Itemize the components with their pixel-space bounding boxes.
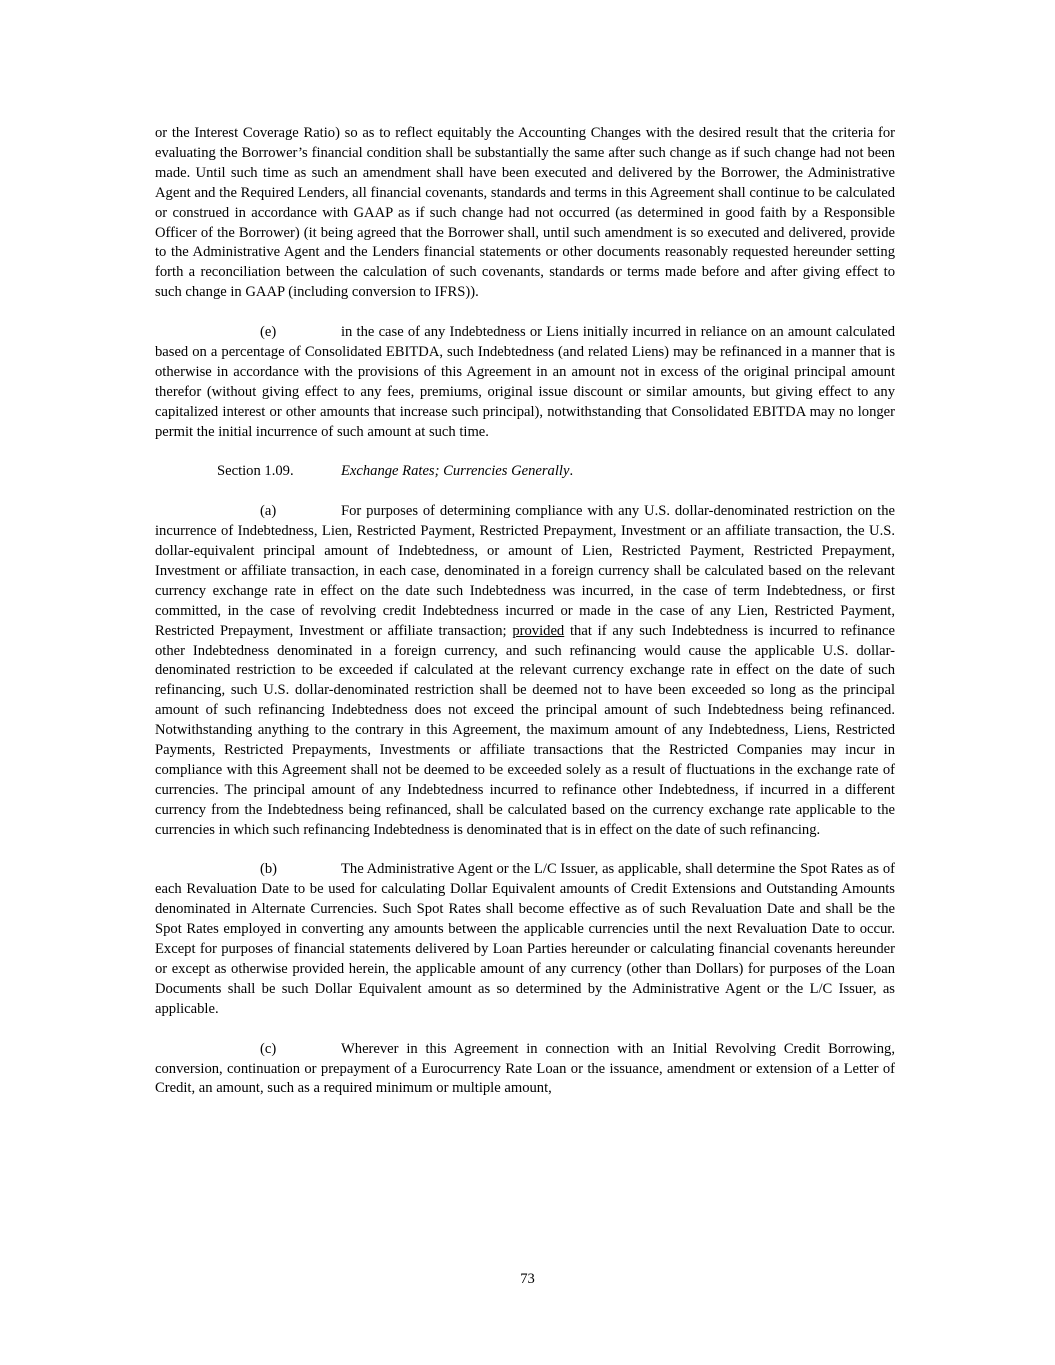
section-number: Section 1.09.	[217, 463, 294, 480]
paragraph-text-b: The Administrative Agent or the L/C Issuer, as applicable, shall determine the Spot Rates as of each Revaluation Date to be used for calculating Dollar Equivalent amounts of Credit Extensions and Outstanding Amounts denominated in Alternate Currencies. Such Spot Rates shall become effective as of such Revaluation Date and shall be the Spot Rates employed in converting any amounts between the applicable currencies until the next Revaluation Date to occur. Except for purposes of financial statements delivered by Loan Parties hereunder or calculating financial covenants hereunder or except as otherwise provided herein, the applicable amount of any currency (other than Dollars) for purposes of the Loan Documents shall be such Dollar Equivalent amount as so determined by the Administrative Agent or the L/C Issuer, as applicable.	[155, 861, 895, 1017]
paragraph-label-a: (a)	[260, 503, 277, 520]
section-title-period: .	[569, 463, 574, 480]
paragraph-label-b: (b)	[260, 861, 278, 878]
paragraph-text-a-after: that if any such Indebtedness is incurred to refinance other Indebtedness denominated in a foreign currency, and such refinancing would cause the applicable U.S. dollar-denominated restriction to be exceeded if calculated at the relevant currency exchange rate in effect on the date of such refinancing, such U.S. dollar-denominated restriction shall be deemed not to have been exceeded so long as the principal amount of such refinancing Indebtedness does not exceed the principal amount of such Indebtedness being refinanced. Notwithstanding anything to the contrary in this Agreement, the maximum amount of any Indebtedness, Liens, Restricted Payments, Restricted Prepayments, Investments or affiliate transactions that the Restricted Companies may incur in compliance with this Agreement shall not be deemed to be exceeded solely as a result of fluctuations in the exchange rate of currencies. The principal amount of any Indebtedness incurred to refinance other Indebtedness, if incurred in a different currency from the Indebtedness being refinanced, shall be calculated based on the currency exchange rate applicable to the currencies in which such refinancing Indebtedness is denominated that is in effect on the date of such refinancing.	[155, 622, 895, 838]
paragraph-label-c: (c)	[260, 1040, 277, 1057]
paragraph-c	[155, 1040, 895, 1100]
paragraph-text-a-before: For purposes of determining compliance with any U.S. dollar-denominated restriction on the incurrence of Indebtedness, Lien, Restricted Payment, Restricted Prepayment, Investment or an affiliate transaction, the U.S. dollar-equivalent principal amount of Indebtedness, or amount of Lien, Restricted Payment, Restricted Prepayment, Investment or affiliate transaction, in each case, denominated in a foreign currency shall be calculated based on the relevant currency exchange rate in effect on the date such Indebtedness was incurred, in the case of term Indebtedness, or first committed, in the case of revolving credit Indebtedness incurred or made in the case of any Lien, Restricted Payment, Restricted Prepayment, Investment or affiliate transaction;	[155, 503, 895, 639]
document-body	[155, 124, 895, 1119]
paragraph-a	[155, 502, 895, 840]
paragraph-text-c: Wherever in this Agreement in connection with an Initial Revolving Credit Borrowing, conversion, continuation or prepayment of a Eurocurrency Rate Loan or the issuance, amendment or extension of a Letter of Credit, an amount, such as a required minimum or multiple amount,	[155, 1040, 895, 1097]
section-title: Exchange Rates; Currencies Generally	[341, 463, 570, 480]
paragraph-e	[155, 323, 895, 442]
paragraph-text-e: in the case of any Indebtedness or Liens initially incurred in reliance on an amount calculated based on a percentage of Consolidated EBITDA, such Indebtedness (and related Liens) may be refinanced in a manner that is otherwise in accordance with the provisions of this Agreement in an amount not in excess of the original principal amount therefor (without giving effect to any fees, premiums, original issue discount or similar amounts, but giving effect to any capitalized interest or other amounts that increase such principal), notwithstanding that Consolidated EBITDA may no longer permit the initial incurrence of such amount at such time.	[155, 324, 895, 440]
provided-underlined-term: provided	[512, 622, 565, 639]
paragraph-label-e: (e)	[260, 324, 277, 341]
section-heading	[155, 462, 895, 482]
paragraph-continuation: or the Interest Coverage Ratio) so as to reflect equitably the Accounting Changes with the desired result that the criteria for evaluating the Borrower’s financial condition shall be substantially the same after such change as if such change had not been made. Until such time as such an amendment shall have been executed and delivered by the Borrower, the Administrative Agent and the Required Lenders, all financial covenants, standards and terms in this Agreement shall continue to be calculated or construed in accordance with GAAP as if such change had not occurred (as determined in good faith by a Responsible Officer of the Borrower) (it being agreed that the Borrower shall, until such amendment is so executed and delivered, provide to the Administrative Agent and the Lenders financial statements or other documents reasonably requested hereunder setting forth a reconciliation between the calculation of such covenants, standards or terms made before and after giving effect to such change in GAAP (including conversion to IFRS)).	[155, 125, 895, 301]
paragraph-b	[155, 860, 895, 1019]
page-number: 73	[520, 1271, 535, 1287]
